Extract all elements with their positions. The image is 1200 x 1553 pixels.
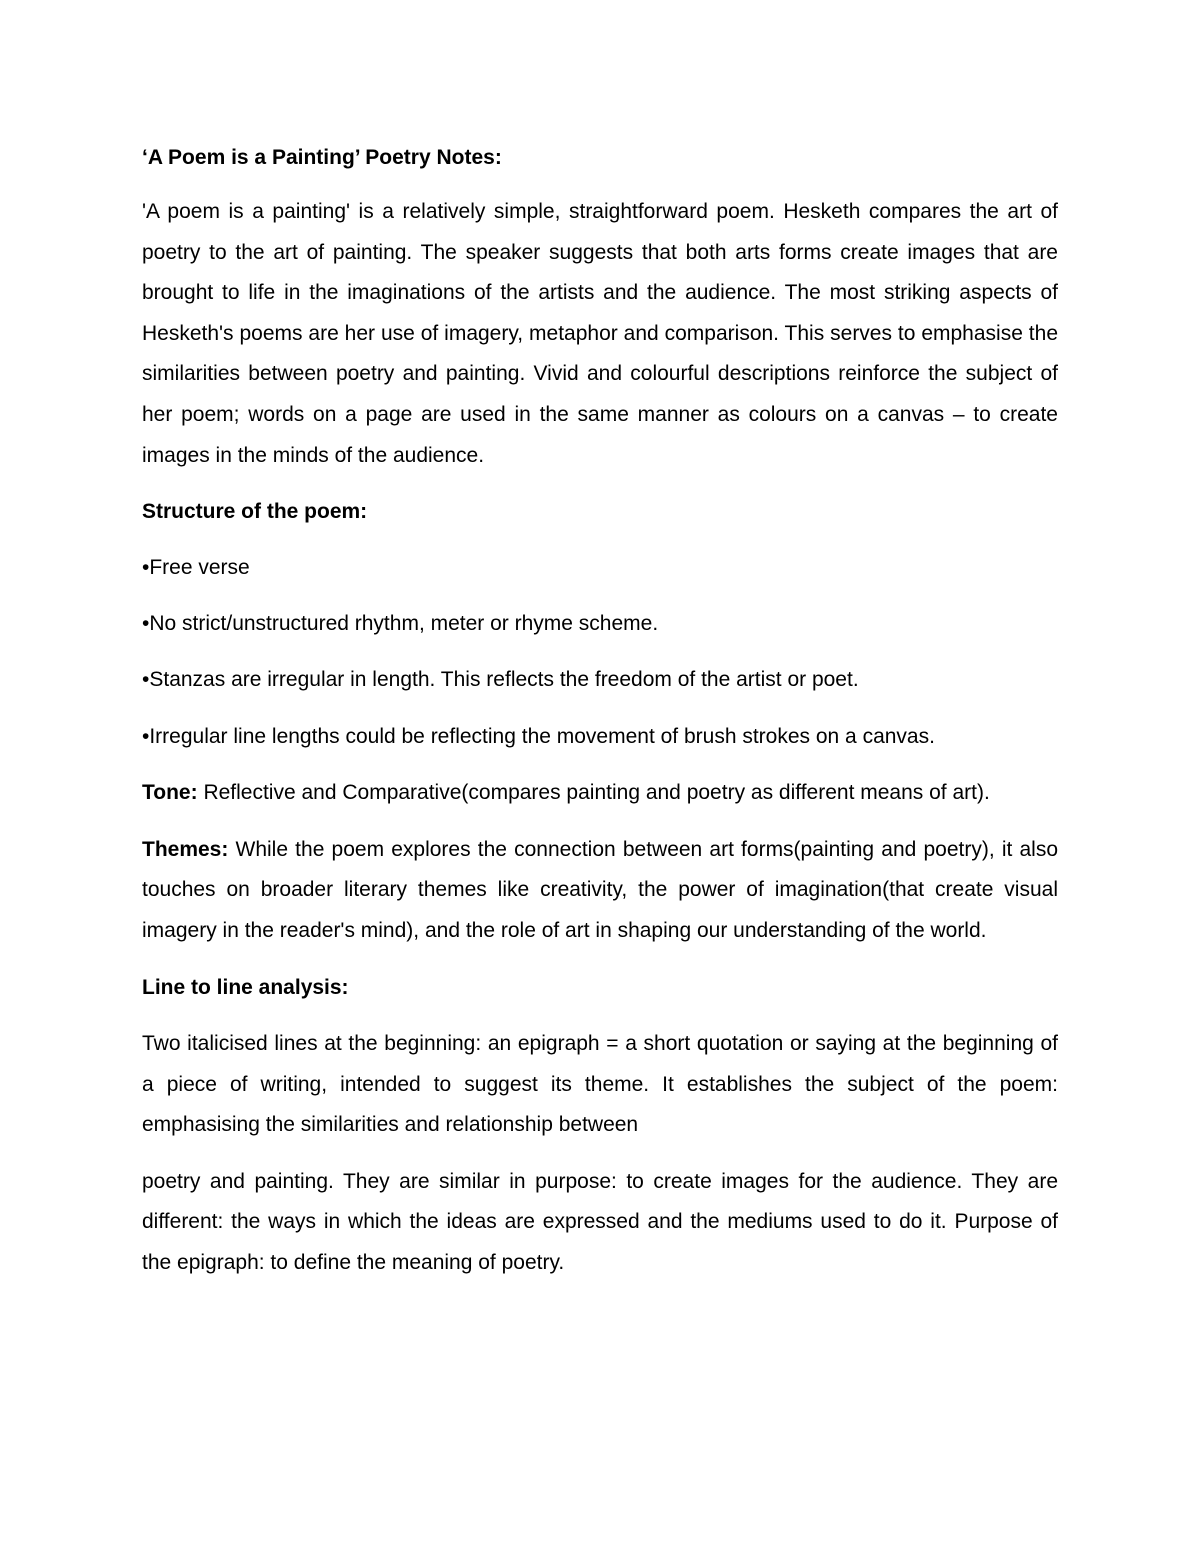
analysis-heading: Line to line analysis: [142,975,349,999]
structure-bullet: •No strict/unstructured rhythm, meter or rhyme scheme. [142,612,659,636]
analysis-paragraph-2: poetry and painting. They are similar in purpose: to create images for the audience. They are different: the ways in which the ideas are expressed and the mediums used to do it. Purpose of the epigraph: to define the meaning of poetry. [142,1169,1058,1275]
themes-paragraph [142,830,1058,952]
structure-bullet: •Stanzas are irregular in length. This reflects the freedom of the artist or poet. [142,668,859,692]
structure-bullet: •Irregular line lengths could be reflecting the movement of brush strokes on a canvas. [142,724,935,748]
structure-bullet: •Free verse [142,556,250,580]
intro-paragraph: 'A poem is a painting' is a relatively simple, straightforward poem. Hesketh compares the art of poetry to the art of painting. The speaker suggests that both arts forms create images that are brought to life in the imaginations of the artists and the audience. The most striking aspects of Hesketh's poems are her use of imagery, metaphor and comparison. This serves to emphasise the similarities between poetry and painting. Vivid and colourful descriptions reinforce the subject of her poem; words on a page are used in the same manner as colours on a canvas – to create images in the minds of the audience. [142,200,1058,467]
document-title: ‘A Poem is a Painting’ Poetry Notes: [142,146,502,169]
themes-label: Themes: [142,837,229,861]
structure-heading: Structure of the poem: [142,500,368,524]
analysis-paragraph-1: Two italicised lines at the beginning: an epigraph = a short quotation or saying at the beginning of a piece of writing, intended to suggest its theme. It establishes the subject of the poem: emphasising the similarities and relationship between [142,1032,1058,1137]
themes-text: While the poem explores the connection between art forms(painting and poetry), it also touches on broader literary themes like creativity, the power of imagination(that create visual imagery in the reader's mind), and the role of art in shaping our understanding of the world. [142,837,1058,942]
tone-paragraph [142,773,1058,814]
document-page [142,140,1058,1284]
tone-label: Tone: [142,781,198,805]
tone-text: Reflective and Comparative(compares painting and poetry as different means of art). [197,781,990,805]
